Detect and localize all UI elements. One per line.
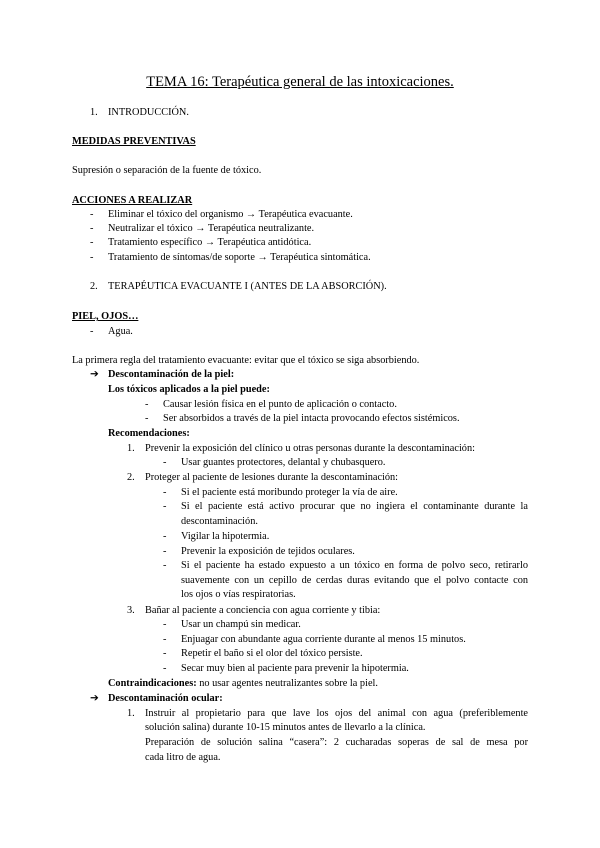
list-dash: - [163, 487, 167, 498]
arrow-bullet: ➔ [90, 369, 99, 380]
list-dash: - [90, 326, 94, 337]
acciones-item: Neutralizar el tóxico → Terapéutica neutralizante. [108, 223, 315, 234]
recomendacion-subitem: Usar guantes protectores, delantal y chubasquero. [181, 457, 386, 468]
list-dash: - [90, 252, 94, 263]
list-dash: - [163, 457, 167, 468]
primera-regla-text: La primera regla del tratamiento evacuante: evitar que el tóxico se siga absorbiendo. [72, 355, 420, 366]
recomendacion-subitem-continuation: los ojos o vías respiratorias. [181, 589, 296, 600]
recomendacion-number: 2. [127, 472, 135, 483]
ocular-item-number: 1. [127, 708, 135, 719]
list-dash: - [163, 501, 167, 512]
recomendacion-subitem: Repetir el baño si el olor del tóxico persiste. [181, 648, 363, 659]
acciones-item: Tratamiento de síntomas/de soporte → Terapéutica sintomática. [108, 252, 371, 263]
list-dash: - [90, 223, 94, 234]
section-2-number: 2. [90, 281, 98, 292]
medidas-preventivas-text: Supresión o separación de la fuente de tóxico. [72, 165, 262, 176]
list-dash: - [90, 209, 94, 220]
piel-ojos-heading: PIEL, OJOS… [72, 311, 139, 322]
recomendacion-subitem: Prevenir la exposición de tejidos oculares. [181, 546, 355, 557]
recomendacion-subitem-continuation: descontaminación. [181, 516, 258, 527]
recomendacion-number: 1. [127, 443, 135, 454]
contraindicaciones-label: Contraindicaciones: [108, 678, 197, 689]
ocular-saline-recipe-continuation: cada litro de agua. [145, 752, 221, 763]
recomendacion-subitem: Enjuagar con abundante agua corriente durante al menos 15 minutos. [181, 634, 466, 645]
list-dash: - [145, 413, 149, 424]
recomendacion-subitem-continuation: suavemente con un cepillo de cerdas duras evitando que el polvo contacte con [181, 575, 528, 586]
recomendacion-number: 3. [127, 605, 135, 616]
ocular-saline-recipe: Preparación de solución salina “casera”: 2 cucharadas soperas de sal de mesa por [145, 737, 528, 748]
recomendacion-subitem: Si el paciente ha estado expuesto a un tóxico en forma de polvo seco, retirarlo [181, 560, 528, 571]
list-dash: - [163, 619, 167, 630]
toxicos-piel-heading: Los tóxicos aplicados a la piel puede: [108, 384, 270, 395]
recomendacion-subitem: Vigilar la hipotermia. [181, 531, 270, 542]
arrow-bullet: ➔ [90, 693, 99, 704]
contraindicaciones-line [108, 677, 378, 691]
contraindicaciones-text: no usar agentes neutralizantes sobre la piel. [196, 678, 378, 689]
toxicos-piel-item: Causar lesión física en el punto de aplicación o contacto. [163, 399, 397, 410]
medidas-preventivas-heading: MEDIDAS PREVENTIVAS [72, 136, 196, 147]
list-dash: - [163, 648, 167, 659]
recomendacion-subitem: Si el paciente está moribundo proteger la vía de aire. [181, 487, 398, 498]
recomendacion-text: Prevenir la exposición del clínico u otras personas durante la descontaminación: [145, 443, 475, 454]
section-2-heading: TERAPÉUTICA EVACUANTE I (ANTES DE LA ABSORCIÓN). [108, 281, 387, 292]
acciones-item: Tratamiento específico → Terapéutica antidótica. [108, 237, 312, 248]
ocular-item-text: Instruir al propietario para que lave los ojos del animal con agua (preferiblemente [145, 708, 528, 719]
section-1-number: 1. [90, 107, 98, 118]
list-dash: - [145, 399, 149, 410]
acciones-item: Eliminar el tóxico del organismo → Terapéutica evacuante. [108, 209, 353, 220]
descontaminacion-ocular-heading: Descontaminación ocular: [108, 693, 223, 704]
list-dash: - [90, 237, 94, 248]
recomendacion-text: Proteger al paciente de lesiones durante la descontaminación: [145, 472, 399, 483]
recomendacion-subitem: Si el paciente está activo procurar que no ingiera el contaminante durante la [181, 501, 528, 512]
recomendacion-subitem: Secar muy bien al paciente para prevenir la hipotermia. [181, 663, 409, 674]
recomendaciones-heading: Recomendaciones: [108, 428, 190, 439]
list-dash: - [163, 634, 167, 645]
document-title: TEMA 16: Terapéutica general de las intoxicaciones. [146, 74, 454, 90]
section-1-heading: INTRODUCCIÓN. [108, 107, 189, 118]
recomendacion-text: Bañar al paciente a conciencia con agua corriente y tibia: [145, 605, 381, 616]
list-dash: - [163, 663, 167, 674]
acciones-heading: ACCIONES A REALIZAR [72, 195, 193, 206]
list-dash: - [163, 531, 167, 542]
descontaminacion-piel-heading: Descontaminación de la piel: [108, 369, 235, 380]
recomendacion-subitem: Usar un champú sin medicar. [181, 619, 301, 630]
toxicos-piel-item: Ser absorbidos a través de la piel intacta provocando efectos sistémicos. [163, 413, 460, 424]
list-dash: - [163, 560, 167, 571]
list-dash: - [163, 546, 167, 557]
ocular-item-continuation: solución salina) durante 10-15 minutos antes de llevarlo a la clínica. [145, 722, 426, 733]
piel-ojos-item: Agua. [108, 326, 133, 337]
